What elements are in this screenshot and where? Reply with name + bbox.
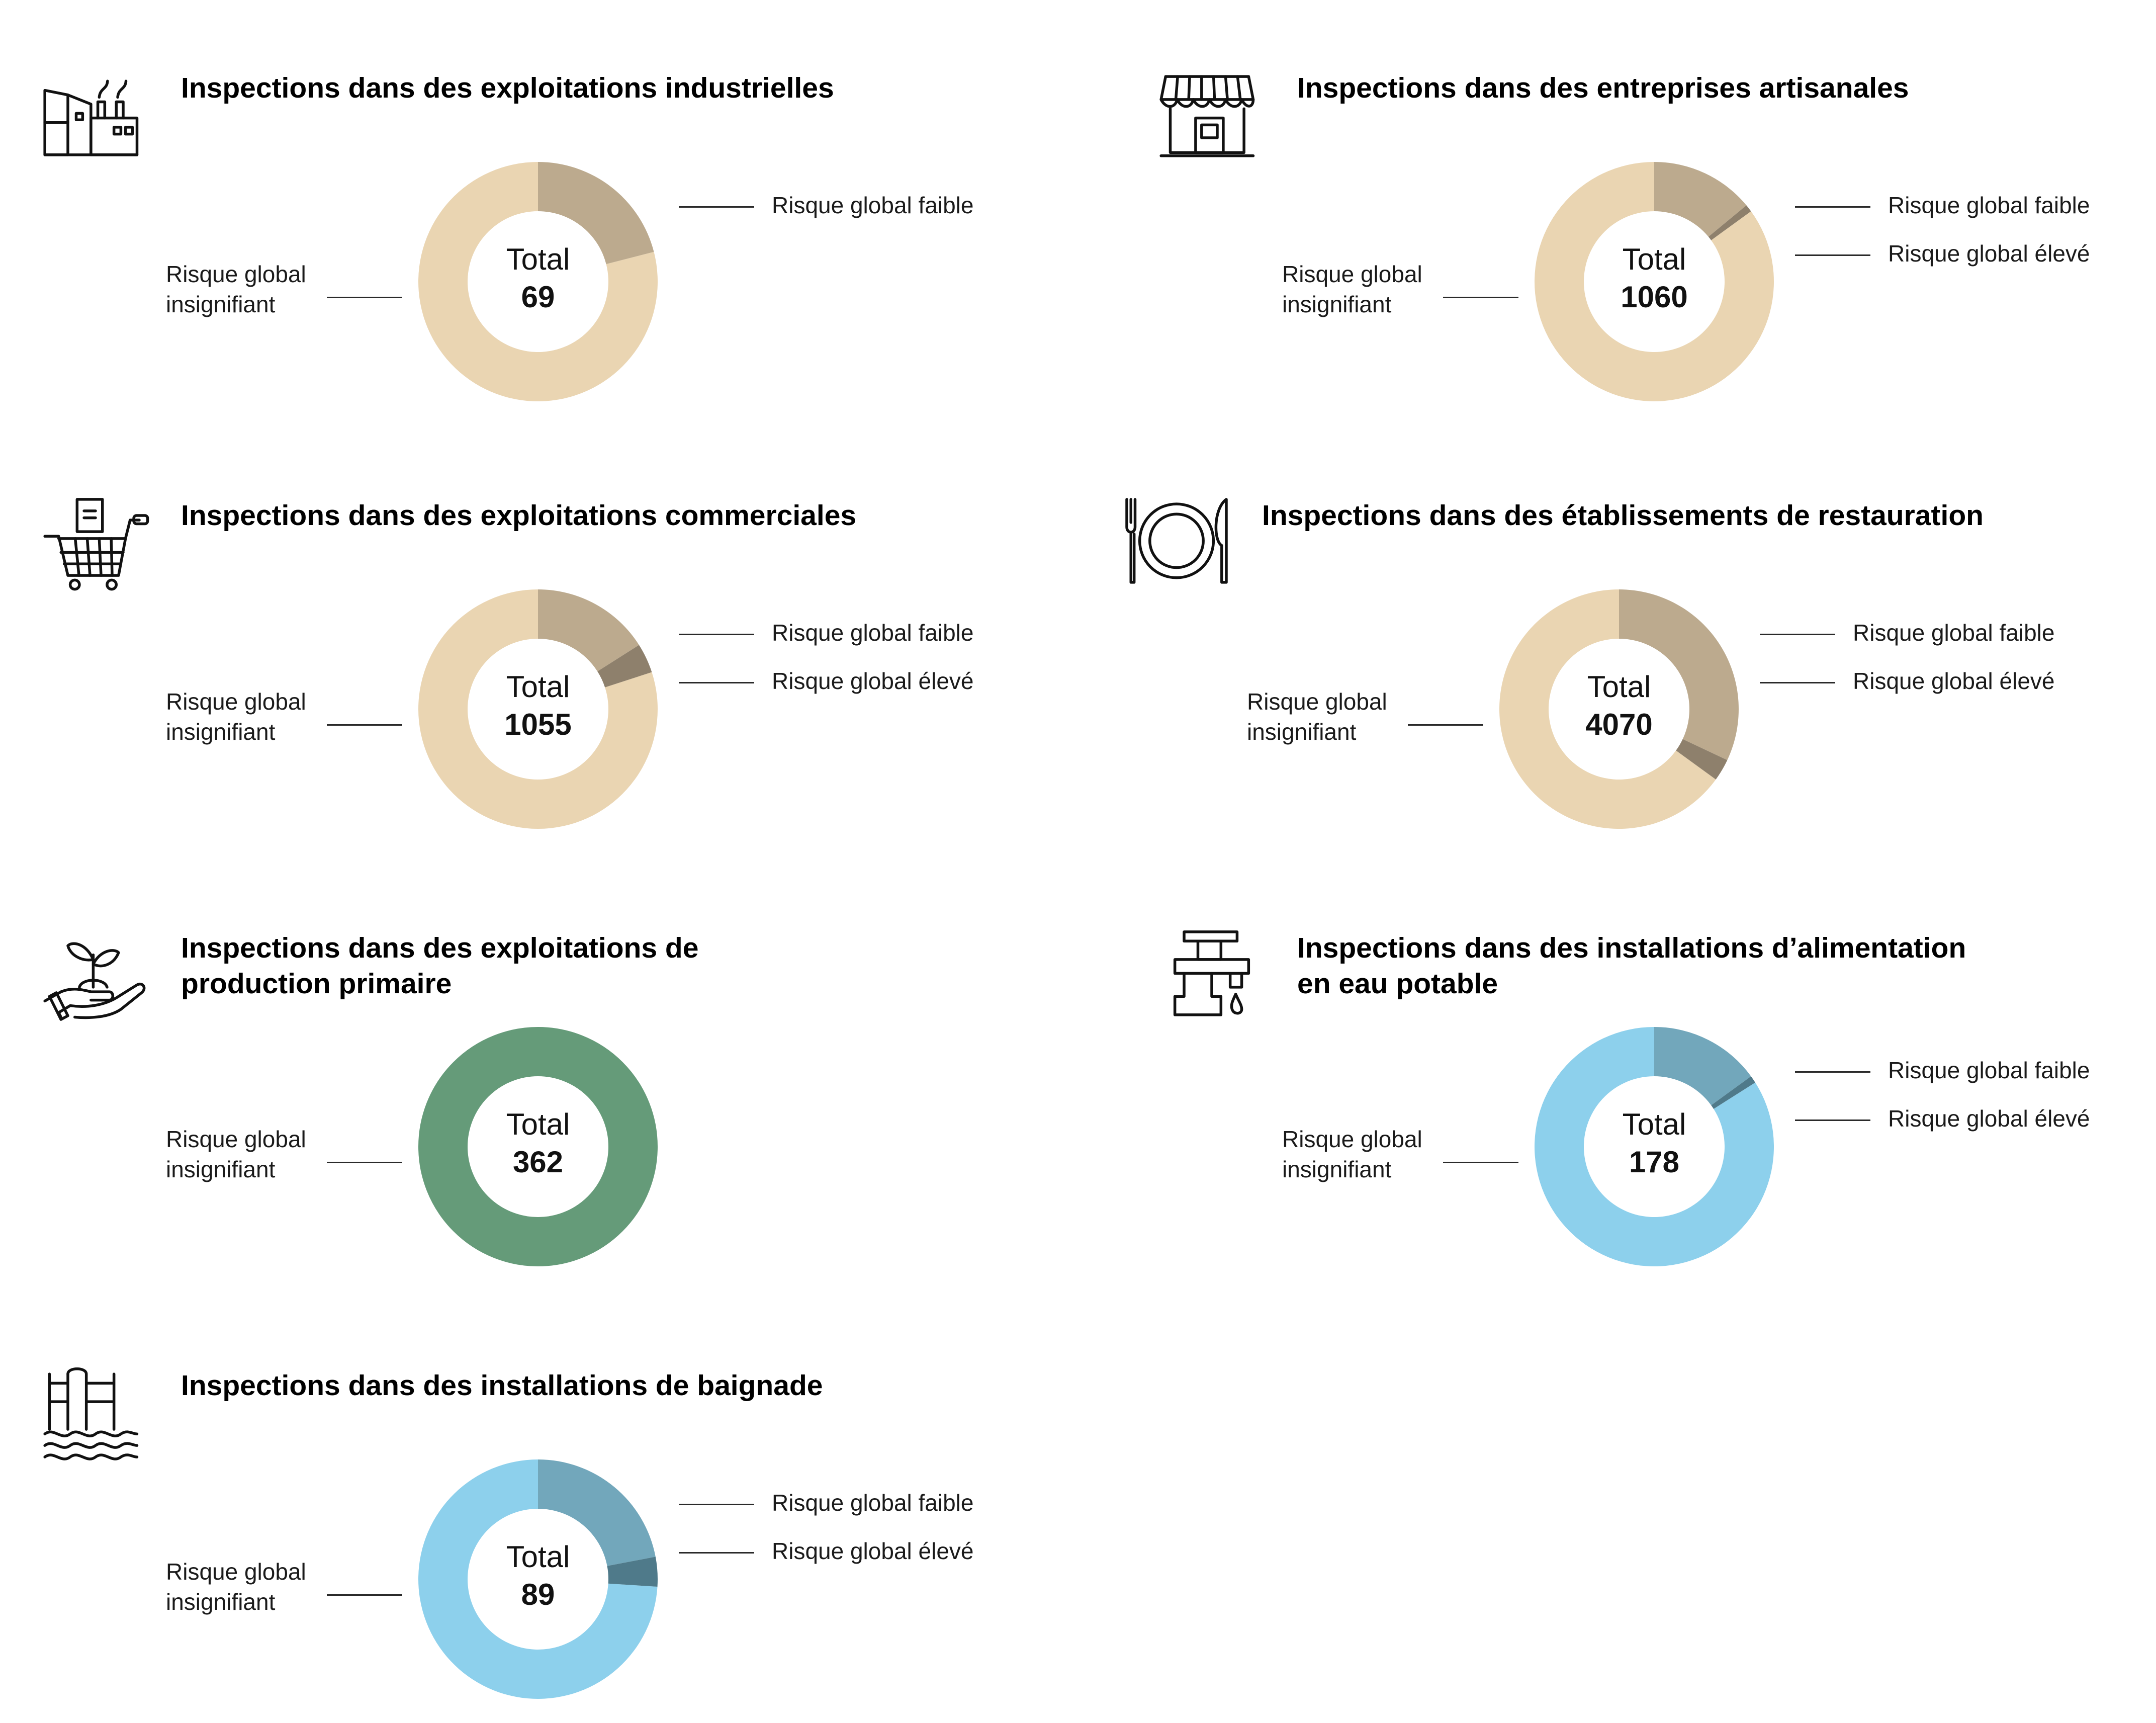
legend-label: Risque global faible	[772, 1490, 974, 1516]
total-value: 1055	[504, 708, 572, 741]
legend-leader-line	[327, 1594, 402, 1596]
total-value: 4070	[1585, 708, 1653, 741]
legend-leader-line	[327, 724, 402, 726]
total-value: 69	[521, 280, 555, 314]
total-value: 362	[512, 1145, 564, 1179]
legend-leader-line	[1760, 682, 1835, 683]
legend-leader-line	[679, 1504, 754, 1505]
legend-leader-line	[1443, 1162, 1518, 1163]
total-label: Total	[1622, 242, 1686, 276]
total-value: 178	[1629, 1145, 1680, 1179]
legend-label: Risque global élevé	[1888, 1105, 2090, 1132]
chart-block	[1156, 925, 2156, 1328]
donut-chart	[387, 1428, 689, 1723]
legend-leader-line	[1795, 1119, 1870, 1121]
chart-title: Inspections dans des exploitations industrielles	[181, 72, 834, 104]
total-label: Total	[506, 242, 570, 276]
legend-label: Risque global élevé	[1888, 240, 2090, 267]
chart-title: Inspections dans des entreprises artisanales	[1297, 72, 1909, 104]
total-value: 89	[521, 1578, 555, 1611]
total-label: Total	[1622, 1107, 1686, 1141]
legend-label: Risque global faible	[772, 192, 974, 218]
legend-label: Risque global insignifiant	[166, 1126, 306, 1182]
legend-label: Risque global insignifiant	[166, 261, 306, 317]
water-tap-icon	[1156, 925, 1267, 1026]
swimming-pool-icon	[40, 1363, 151, 1463]
legend-leader-line	[1795, 254, 1870, 256]
legend-leader-line	[327, 297, 402, 298]
legend-label: Risque global élevé	[772, 1538, 974, 1564]
chart-title: Inspections dans des exploitations de production primaire	[181, 932, 699, 1000]
legend-label: Risque global élevé	[772, 668, 974, 694]
legend-label: Risque global faible	[1853, 620, 2055, 646]
plate-cutlery-icon	[1121, 493, 1232, 593]
factory-icon	[40, 65, 151, 166]
legend-label: Risque global faible	[1888, 192, 2090, 218]
chart-block	[40, 1363, 1096, 1723]
total-label: Total	[1587, 670, 1651, 704]
legend-label: Risque global insignifiant	[1282, 261, 1422, 317]
legend-label: Risque global insignifiant	[166, 688, 306, 745]
legend-leader-line	[679, 682, 754, 683]
chart-block	[40, 65, 1096, 468]
chart-block	[40, 925, 1096, 1328]
legend-label: Risque global insignifiant	[1247, 688, 1387, 745]
legend-label: Risque global insignifiant	[166, 1559, 306, 1615]
shop-icon	[1156, 65, 1267, 166]
chart-block	[1121, 493, 2156, 895]
legend-leader-line	[1408, 724, 1483, 726]
legend-leader-line	[327, 1162, 402, 1163]
legend-label: Risque global faible	[1888, 1057, 2090, 1083]
hand-plant-icon	[40, 925, 151, 1026]
chart-title: Inspections dans des exploitations commerciales	[181, 499, 857, 532]
legend-leader-line	[1795, 1071, 1870, 1073]
chart-title: Inspections dans des établissements de restauration	[1262, 499, 1984, 532]
legend-label: Risque global insignifiant	[1282, 1126, 1422, 1182]
legend-leader-line	[1443, 297, 1518, 298]
total-value: 1060	[1621, 280, 1688, 314]
chart-title: Inspections dans des installations de baignade	[181, 1369, 823, 1402]
shopping-cart-icon	[40, 493, 151, 593]
chart-block	[1156, 65, 2156, 468]
legend-label: Risque global élevé	[1853, 668, 2055, 694]
chart-title: Inspections dans des installations d’alimentation en eau potable	[1297, 932, 1966, 1000]
legend-leader-line	[679, 1552, 754, 1554]
legend-leader-line	[1795, 206, 1870, 208]
chart-block	[40, 493, 1096, 895]
legend-label: Risque global faible	[772, 620, 974, 646]
total-label: Total	[506, 670, 570, 704]
legend-leader-line	[1760, 634, 1835, 635]
total-label: Total	[506, 1107, 570, 1141]
total-label: Total	[506, 1540, 570, 1574]
legend-leader-line	[679, 206, 754, 208]
legend-leader-line	[679, 634, 754, 635]
